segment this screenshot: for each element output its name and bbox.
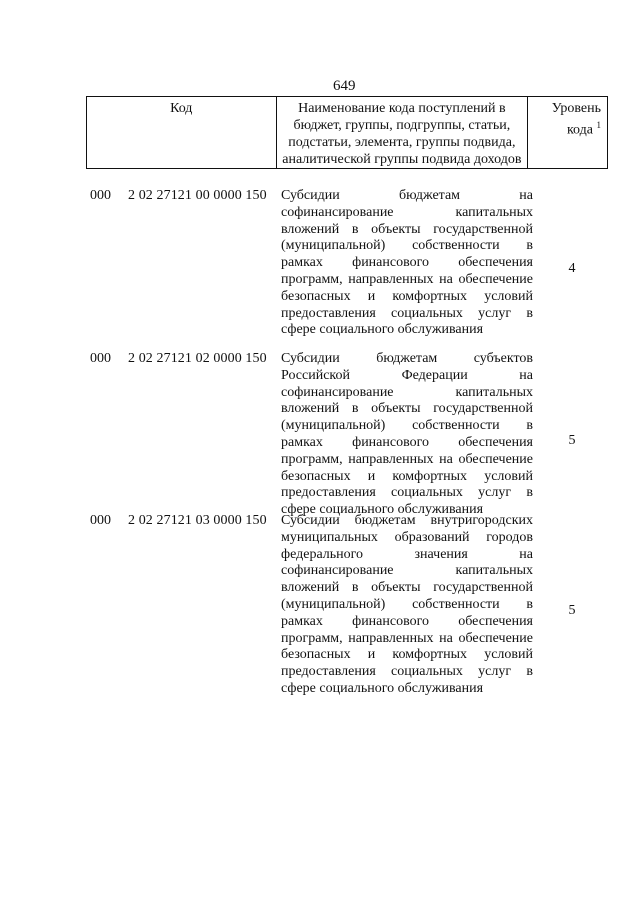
row-name-line: программ, направленных на обеспечение (281, 630, 533, 646)
row-name-line: Субсидии бюджетам субъектов (281, 351, 533, 366)
row-name-line: софинансирование капитальных (281, 384, 533, 400)
row-name-line: софинансирование капитальных (281, 204, 533, 220)
row-name-line: предоставления социальных услуг в (281, 305, 533, 321)
table-header (86, 96, 608, 169)
row-name-line: сфере социального обслуживания (281, 680, 484, 696)
header-name-line: аналитической группы подвида доходов (282, 152, 522, 167)
row-name-line: рамках финансового обеспечения (281, 255, 533, 271)
row-name-line: Российской Федерации на (281, 367, 533, 383)
header-level-line1: Уровень (551, 101, 601, 116)
row-name-line: предоставления социальных услуг в (281, 664, 533, 680)
row-revenue-code: 2 02 27121 03 0000 150 (128, 513, 267, 528)
row-name (281, 513, 533, 698)
row-name-line: сфере социального обслуживания (281, 322, 484, 338)
row-admin-code: 000 (90, 513, 111, 528)
header-name-line: бюджет, группы, подгруппы, статьи, (293, 118, 511, 133)
header-name (276, 97, 528, 169)
row-name-line: сфере социального обслуживания (281, 502, 484, 518)
row-name-line: рамках финансового обеспечения (281, 613, 533, 629)
row-admin-code: 000 (90, 188, 111, 203)
row-name-line: муниципальных образований городов (281, 529, 533, 545)
row-level: 5 (568, 433, 576, 448)
row-name-line: безопасных и комфортных условий (281, 647, 533, 663)
header-level (528, 97, 608, 169)
header-code: Код (87, 97, 277, 169)
header-name-line: подстатьи, элемента, группы подвида, (288, 135, 516, 150)
row-name-line: вложений в объекты государственной (281, 401, 533, 417)
header-level-label: кода (566, 122, 593, 138)
row-name-line: безопасных и комфортных условий (281, 288, 533, 304)
row-name-line: Субсидии бюджетам внутригородских (281, 513, 533, 528)
row-name-line: федерального значения на (281, 546, 533, 562)
row-name (281, 351, 533, 519)
row-name-line: софинансирование капитальных (281, 563, 533, 579)
row-name-line: рамках финансового обеспечения (281, 434, 533, 450)
row-name-line: (муниципальной) собственности в (281, 418, 533, 434)
row-name-line: программ, направленных на обеспечение (281, 451, 533, 467)
row-revenue-code: 2 02 27121 00 0000 150 (128, 188, 267, 203)
row-name-line: безопасных и комфортных условий (281, 468, 533, 484)
row-name-line: (муниципальной) собственности в (281, 238, 533, 254)
row-name-line: вложений в объекты государственной (281, 221, 533, 237)
row-level: 4 (568, 261, 576, 276)
header-name-line: Наименование кода поступлений в (298, 101, 506, 116)
row-admin-code: 000 (90, 351, 111, 366)
row-name-line: Субсидии бюджетам на (281, 188, 533, 203)
header-level-footnote: 1 (596, 120, 601, 130)
header-level-line2 (530, 117, 601, 139)
row-name-line: программ, направленных на обеспечение (281, 271, 533, 287)
page-number: 649 (333, 78, 356, 94)
row-level: 5 (568, 603, 576, 618)
row-name-line: вложений в объекты государственной (281, 580, 533, 596)
row-name-line: предоставления социальных услуг в (281, 485, 533, 501)
row-name-line: (муниципальной) собственности в (281, 596, 533, 612)
row-revenue-code: 2 02 27121 02 0000 150 (128, 351, 267, 366)
row-name (281, 188, 533, 339)
